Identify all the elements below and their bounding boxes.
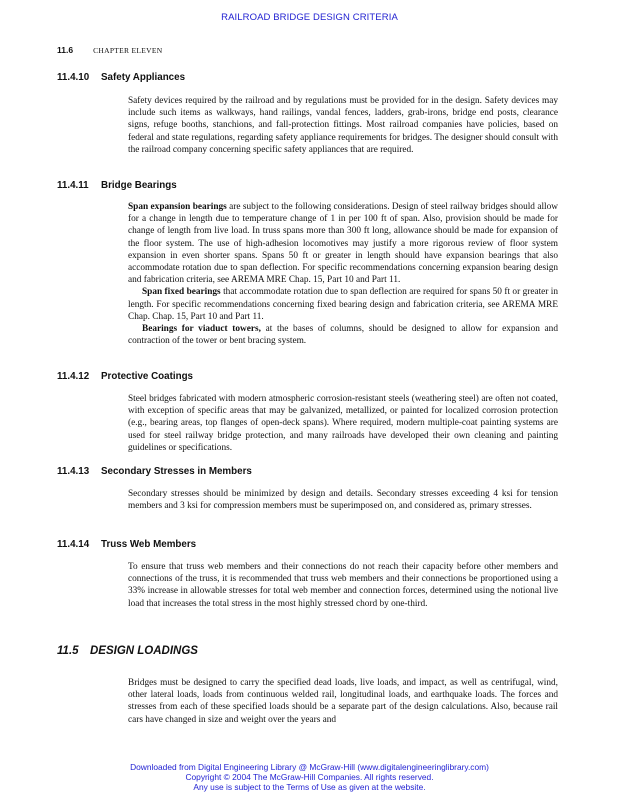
- footer-terms: Any use is subject to the Terms of Use as given at the website.: [193, 782, 426, 792]
- section-heading: [57, 72, 185, 83]
- section-title: Bridge Bearings: [101, 180, 177, 191]
- section-body: [128, 488, 558, 512]
- section-title: Safety Appliances: [101, 72, 186, 83]
- section-title: Truss Web Members: [101, 539, 197, 550]
- paragraph-text: are subject to the following considerations. Design of steel railway bridges should allow for a change in length due to temperature change of 1 in per 100 ft of span. Also, provision should be made for change of length from live load. In truss spans more than 300 ft long, allowance should be made for expansion of the floor system. The use of high-adhesion locomotives may justify a more rigorous review of floor system expansion in even shorter spans. Spans 50 ft or greater in length should have expansion bearings that also accommodate rotation due to span deflection. For specific recommendations concerning expansion bearing design and fabrication criteria, see AREMA MRE Chap. 15, Part 10 and Part 11.: [128, 202, 558, 286]
- section-number: 11.4.10: [57, 72, 90, 83]
- page-number: 11.6: [57, 45, 74, 55]
- paragraph-lead: Bearings for viaduct towers,: [142, 324, 261, 335]
- section-title: Protective Coatings: [101, 371, 194, 382]
- section-body: [128, 393, 558, 454]
- chapter-title: CHAPTER ELEVEN: [93, 46, 163, 55]
- paragraph: Bridges must be designed to carry the specified dead loads, live loads, and impact, as well as centrifugal, wind, other lateral loads, loads from continuous welded rail, longitudinal loads, and earthquake loads. The forces and stresses from each of these specified loads should be a separate part of the design calculations. Also, because rail cars have changed in size and weight over the years and: [128, 678, 558, 725]
- section-body: [128, 201, 558, 347]
- section-body: [128, 561, 558, 610]
- footer-copyright: Copyright © 2004 The McGraw-Hill Companies. All rights reserved.: [185, 772, 434, 782]
- paragraph-lead: Span expansion bearings: [128, 202, 227, 212]
- paragraph: Secondary stresses should be minimized by design and details. Secondary stresses exceeding 4 ksi for tension members and 3 ksi for compression members must be superimposed on, and considered as, primary stresses.: [128, 489, 558, 512]
- major-section-heading: [57, 645, 198, 657]
- footer: [0, 762, 619, 792]
- major-section-number: 11.5: [57, 645, 79, 657]
- section-title: Secondary Stresses in Members: [101, 466, 252, 477]
- section-number: 11.4.14: [57, 539, 90, 550]
- paragraph-lead: Span fixed bearings: [142, 287, 221, 298]
- paragraph: To ensure that truss web members and their connections do not reach their capacity before other members and connections of the truss, it is recommended that truss web members and their connections be proportioned using a 33% increase in allowable stresses for total web member and connection forces, determined using the notional live load that increases the total stress in the most highly stressed chord by one-third.: [128, 562, 558, 609]
- paragraph: Safety devices required by the railroad and by regulations must be provided for in the design. Safety devices may include such items as walkways, hand railings, vandal fences, ladders, grab-irons, bridge end posts, clearance signs, refuge booths, stanchions, and fall-protection fittings. Most railroad companies have policies, based on federal and state regulations, regarding safety appliance requirements for bridges. The designer should consult with the railroad company concerning specific safety appliances that are required.: [128, 96, 558, 155]
- section-number: 11.4.12: [57, 371, 90, 382]
- page-header: [57, 45, 162, 55]
- section-body: [128, 677, 558, 726]
- paragraph: [128, 201, 558, 286]
- paragraph: Steel bridges fabricated with modern atmospheric corrosion-resistant steels (weathering steel) are often not coated, with exception of specific areas that may be galvanized, metallized, or painted for localized corrosion protection (e.g., bearing areas, top flanges of open-deck spans). Where required, modern multiple-coat painting systems are used for steel railway bridge protection, and many railroads have developed their own cleaning and painting guidelines or specifications.: [128, 394, 558, 453]
- running-head: RAILROAD BRIDGE DESIGN CRITERIA: [221, 12, 398, 23]
- paragraph: [128, 323, 558, 347]
- paragraph: [128, 286, 558, 323]
- paragraph-text: that accommodate rotation due to span deflection are required for spans 50 ft or greater in length. For specific recommendations concerning fixed bearing design and fabrication criteria, see AREMA MRE Chap. Chap. 15, Part 10 and Part 11.: [128, 287, 559, 322]
- section-heading: [57, 371, 193, 382]
- paragraph-text: at the bases of columns, should be designed to allow for expansion and contraction of the tower or bent bracing system.: [128, 324, 558, 347]
- section-heading: [57, 180, 177, 191]
- section-heading: [57, 466, 252, 477]
- footer-download-link[interactable]: Downloaded from Digital Engineering Library @ McGraw-Hill (www.digitalengineeringlibrary.com): [130, 762, 489, 772]
- section-number: 11.4.11: [57, 180, 89, 191]
- section-number: 11.4.13: [57, 466, 90, 477]
- section-heading: [57, 539, 196, 550]
- major-section-title: DESIGN LOADINGS: [90, 645, 198, 657]
- section-body: [128, 95, 558, 156]
